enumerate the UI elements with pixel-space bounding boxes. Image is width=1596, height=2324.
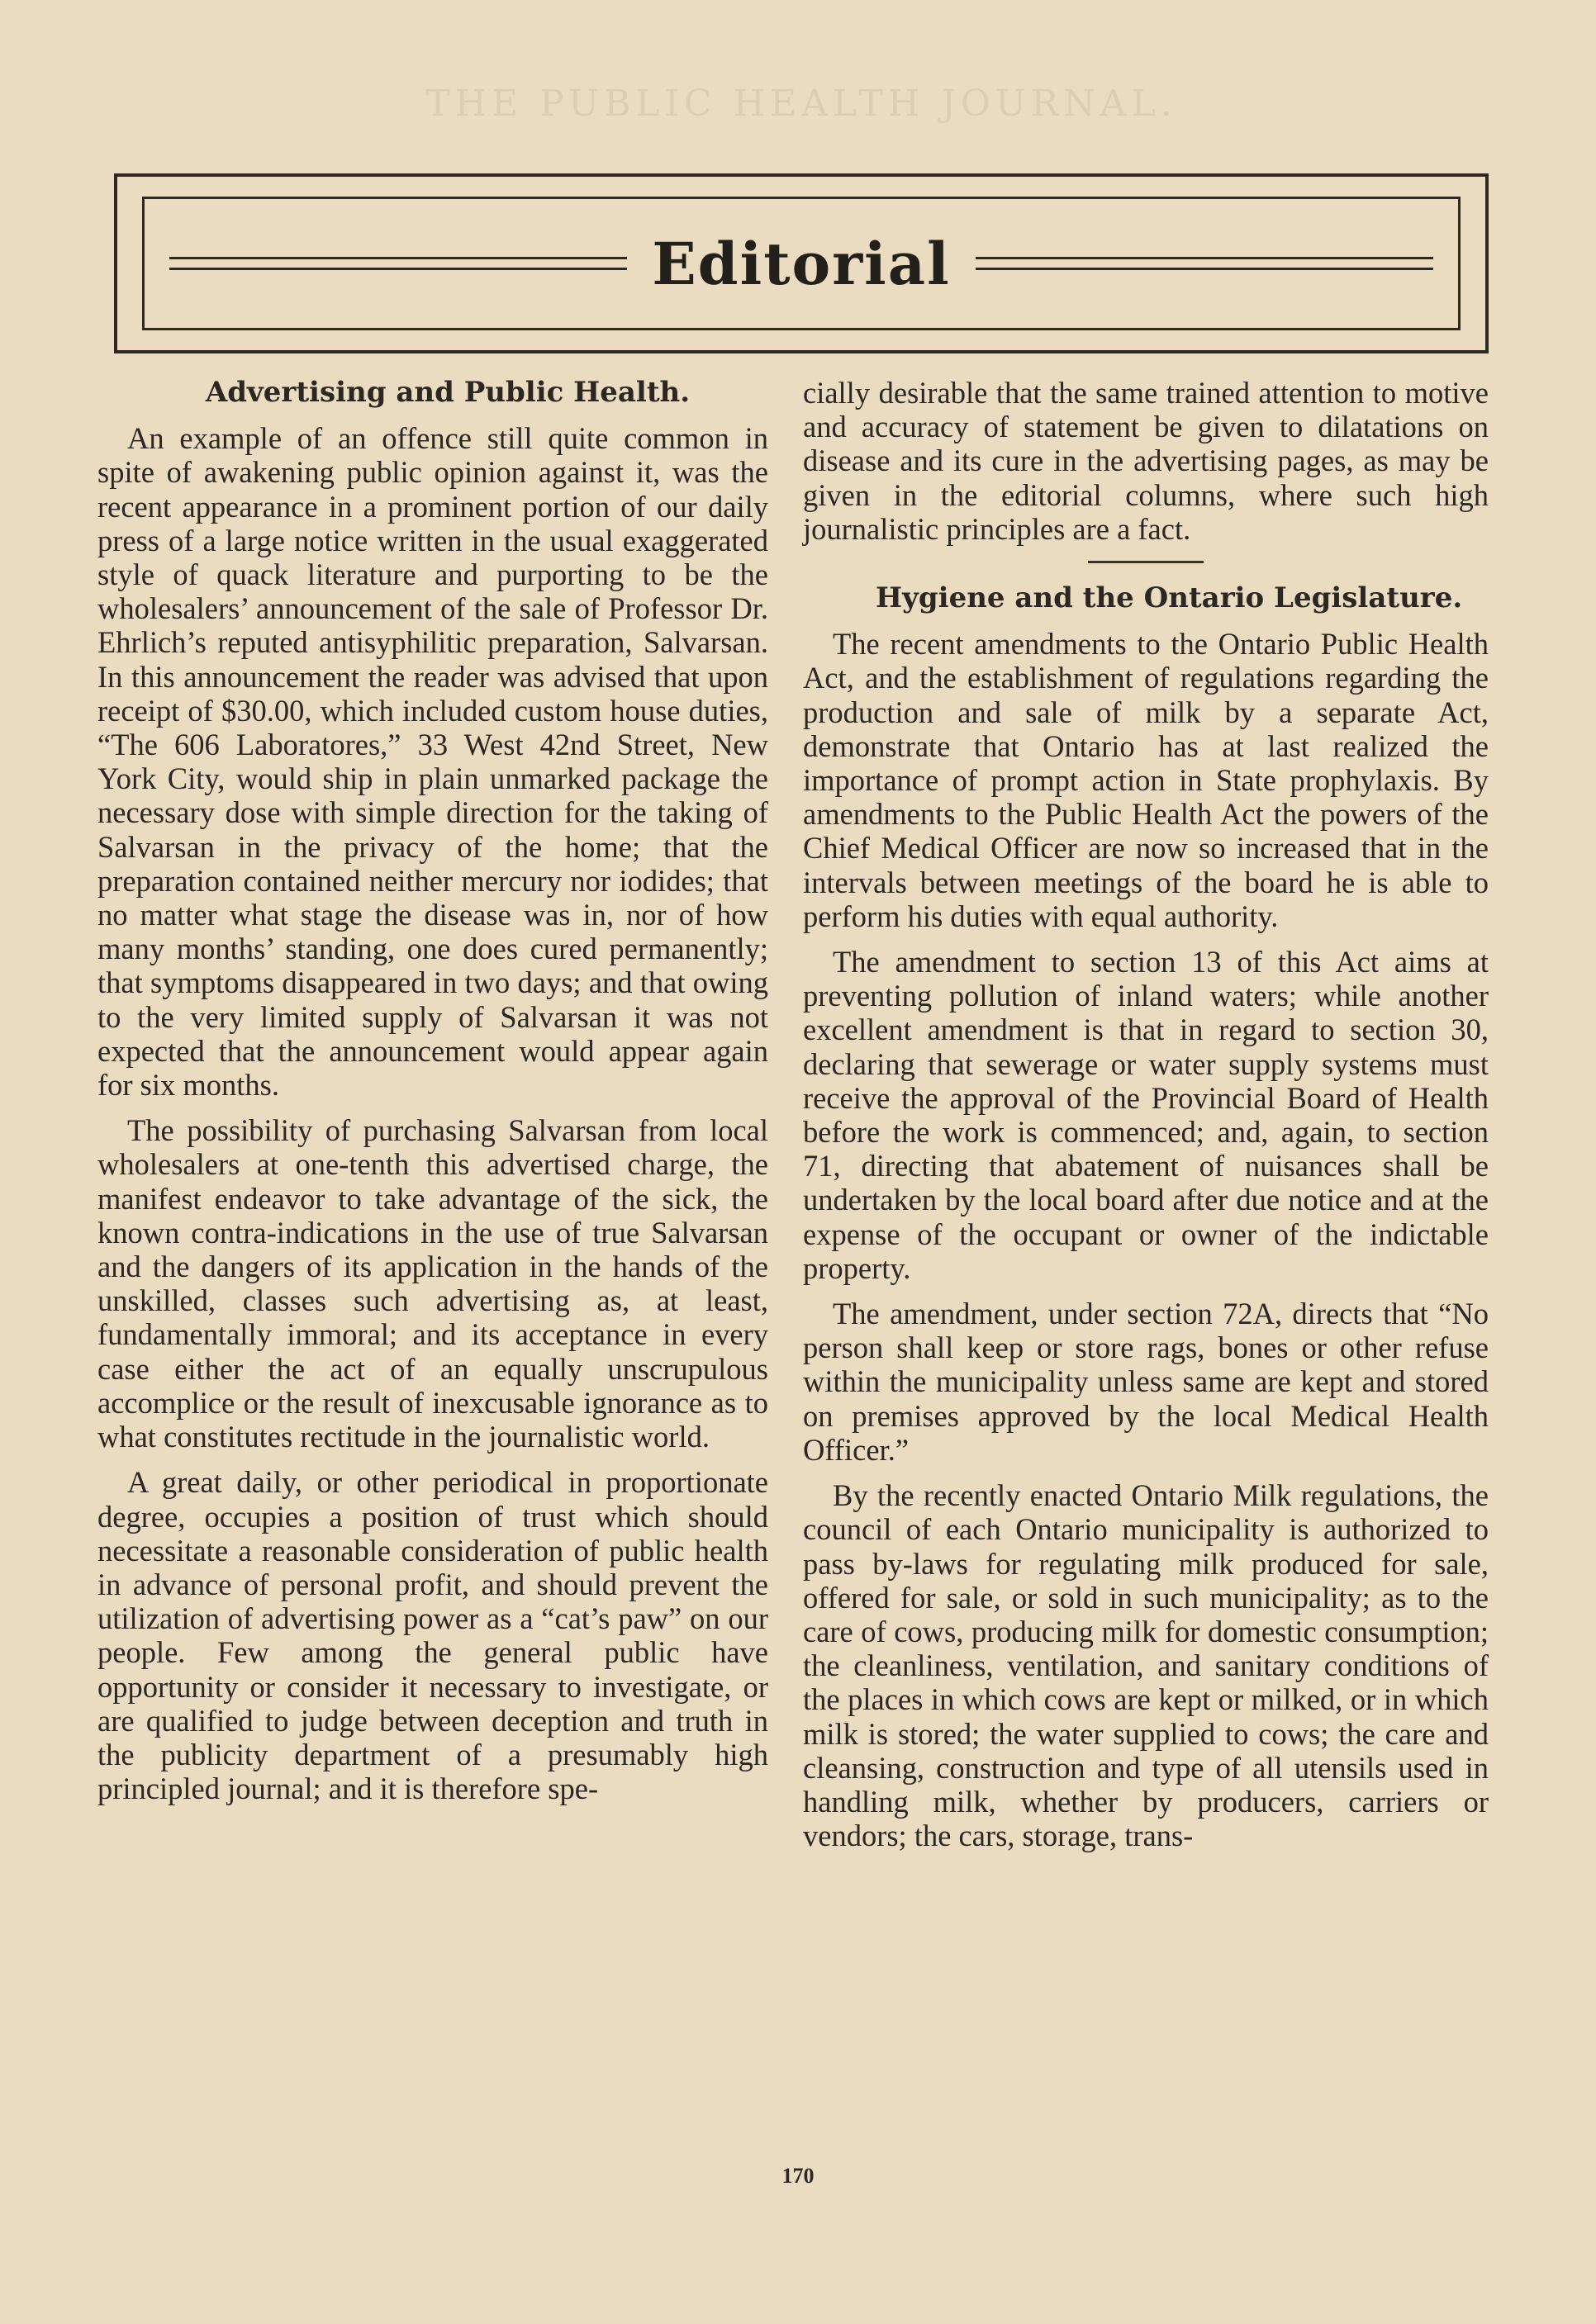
article-paragraph: The amendment, under section 72A, directs that “No person shall keep or store rags, bones or other refuse within the municipality unless same are kept and stored on premises approved by the local Medical Health Officer.”: [803, 1297, 1489, 1467]
article-paragraph: The recent amendments to the Ontario Public Health Act, and the establishment of regulations regarding the production and sale of milk by a separate Act, demonstrate that Ontario has at last realized the importance of prompt action in State prophylaxis. By amendments to the Public Health Act the powers of the Chief Medical Officer are now so increased that in the intervals between meetings of the board he is able to perform his duties with equal authority.: [803, 627, 1489, 933]
article-heading-advertising: Advertising and Public Health.: [205, 376, 691, 409]
right-column: [803, 376, 1489, 1864]
article-paragraph: A great daily, or other periodical in proportionate degree, occupies a position of trust which should necessitate a reasonable consideration of public health in advance of personal profit, and should prevent the utilization of advertising power as a “cat’s paw” on our people. Few among the general public have opportunity or consider it necessary to investigate, or are qualified to judge between deception and truth in the publicity department of a presumably high principled journal; and it is therefore spe-: [97, 1465, 768, 1806]
article-paragraph: The amendment to section 13 of this Act aims at preventing pollution of inland waters; while another excellent amendment is that in regard to section 30, declaring that sewerage or water supply systems must receive the approval of the Provincial Board of Health before the work is commenced; and, again, to section 71, directing that abatement of nuisances shall be undertaken by the local board after due notice and at the expense of the occupant or owner of the indictable property.: [803, 945, 1489, 1285]
article-paragraph: The possibility of purchasing Salvarsan from local wholesalers at one-tenth this advertised charge, the manifest endeavor to take advantage of the sick, the known contra-indications in the use of true Salvarsan and the dangers of its application in the hands of the unskilled, classes such advertising as, at least, fundamentally immoral; and its acceptance in every case either the act of an equally unscrupulous accomplice or the result of inexcusable ignorance as to what constitutes rectitude in the journalistic world.: [97, 1113, 768, 1454]
page-number: 170: [781, 2164, 815, 2188]
article-continuation: cially desirable that the same trained attention to motive and accuracy of statement be given to dilatations on disease and its cure in the advertising pages, as may be given in the editorial columns, where such high journalistic principles are a fact.: [803, 376, 1489, 546]
left-column: [97, 376, 768, 1817]
editorial-header-inner-frame: [142, 197, 1461, 330]
header-left-rule: [169, 257, 627, 270]
bleed-through-header: THE PUBLIC HEALTH JOURNAL.: [425, 83, 1177, 125]
editorial-masthead: Editorial: [652, 229, 951, 298]
header-right-rule: [976, 257, 1433, 270]
article-heading-hygiene: Hygiene and the Ontario Legislature.: [876, 581, 1463, 615]
article-paragraph: By the recently enacted Ontario Milk regulations, the council of each Ontario municipality is authorized to pass by-laws for regulating milk produced for sale, offered for sale, or sold in such municipality; as to the care of cows, producing milk for domestic consumption; the cleanliness, ventilation, and sanitary conditions of the places in which cows are kept or milked, or in which milk is stored; the water supplied to cows; the care and cleansing, construction and type of all utensils used in handling milk, whether by producers, carriers or vendors; the cars, storage, trans-: [803, 1478, 1489, 1853]
editorial-header-frame: [114, 173, 1489, 353]
article-separator: [1088, 561, 1204, 563]
article-paragraph: An example of an offence still quite common in spite of awakening public opinion against it, was the recent appearance in a prominent portion of our daily press of a large notice written in the usual exaggerated style of quack literature and purporting to be the wholesalers’ announcement of the sale of Professor Dr. Ehrlich’s reputed antisyphilitic preparation, Salvarsan. In this announcement the reader was advised that upon receipt of $30.00, which included custom house duties, “The 606 Laboratores,” 33 West 42nd Street, New York City, would ship in plain unmarked package the necessary dose with simple direction for the taking of Salvarsan in the privacy of the home; that the preparation contained neither mercury nor iodides; that no matter what stage the disease was in, nor of how many months’ standing, one does cured permanently; that symptoms disappeared in two days; and that owing to the very limited supply of Salvarsan it was not expected that the announcement would appear again for six months.: [97, 421, 768, 1103]
